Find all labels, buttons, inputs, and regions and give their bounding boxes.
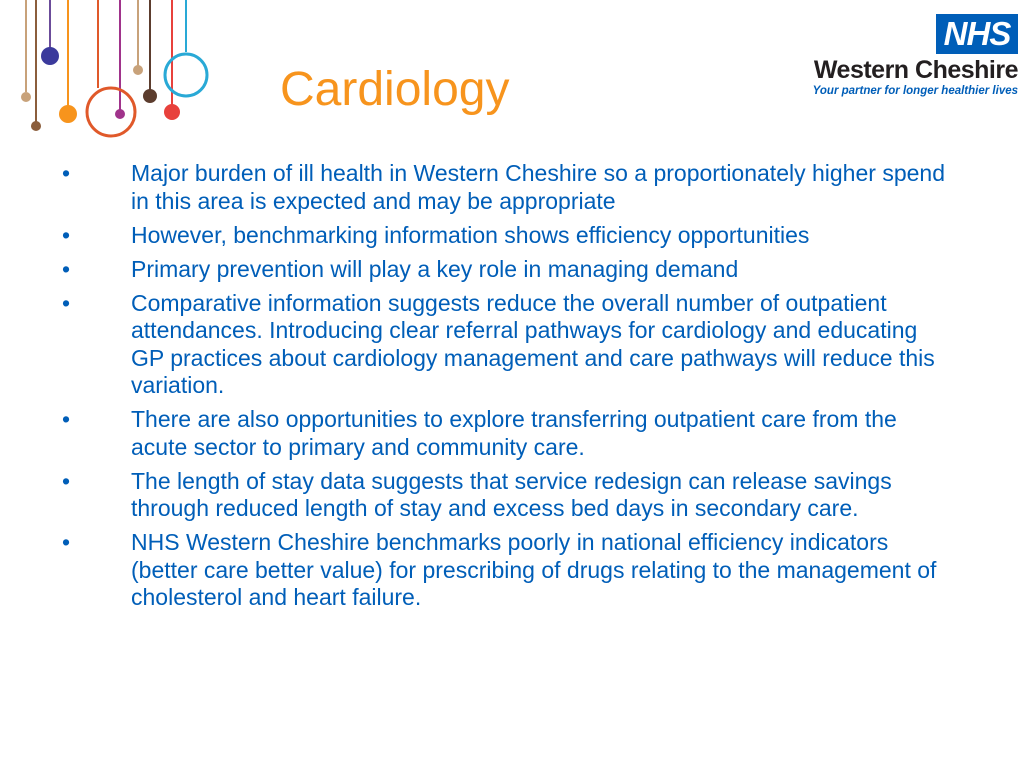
bullet-dot-icon: •	[62, 406, 71, 432]
bullet-dot-icon: •	[62, 467, 71, 494]
bullet-list	[0, 160, 1024, 618]
bullet-item	[0, 222, 1024, 250]
org-name: Western Cheshire	[813, 56, 1018, 84]
bullet-text: Major burden of ill health in Western Cheshire so a proportionately higher spend in this area is expected and may be appropriate	[131, 160, 945, 214]
org-tagline: Your partner for longer healthier lives	[812, 85, 1018, 97]
bullet-text: Comparative information suggests reduce the overall number of outpatient attendances. Introducing clear referral pathways for cardiology and educating GP practices about cardiology management and care pathways will reduce this variation.	[131, 289, 935, 398]
bullet-text: There are also opportunities to explore transferring outpatient care from the acute sector to primary and community care.	[131, 406, 897, 460]
decorative-hanging-circles	[0, 0, 220, 150]
bullet-dot-icon: •	[62, 255, 71, 282]
bullet-item	[0, 529, 1024, 612]
bullet-dot-icon: •	[62, 160, 71, 186]
bullet-item	[0, 290, 1024, 400]
bullet-item	[0, 468, 1024, 523]
bullet-item	[0, 160, 1024, 215]
bullet-dot-icon: •	[62, 529, 71, 555]
bullet-dot-icon: •	[62, 221, 71, 248]
bullet-item	[0, 406, 1024, 461]
slide-title: Cardiology	[280, 63, 510, 116]
bullet-item	[0, 256, 1024, 284]
bullet-dot-icon: •	[62, 289, 71, 316]
bullet-text: The length of stay data suggests that service redesign can release savings through reduced length of stay and excess bed days in secondary care.	[131, 467, 892, 521]
nhs-western-cheshire-logo	[784, 0, 1024, 110]
bullet-text: NHS Western Cheshire benchmarks poorly in national efficiency indicators (better care better value) for prescribing of drugs relating to the management of cholesterol and heart failure.	[131, 529, 937, 610]
bullet-text: However, benchmarking information shows efficiency opportunities	[131, 221, 810, 248]
bullet-text: Primary prevention will play a key role in managing demand	[131, 255, 739, 282]
nhs-logo-box: NHS	[936, 14, 1018, 54]
